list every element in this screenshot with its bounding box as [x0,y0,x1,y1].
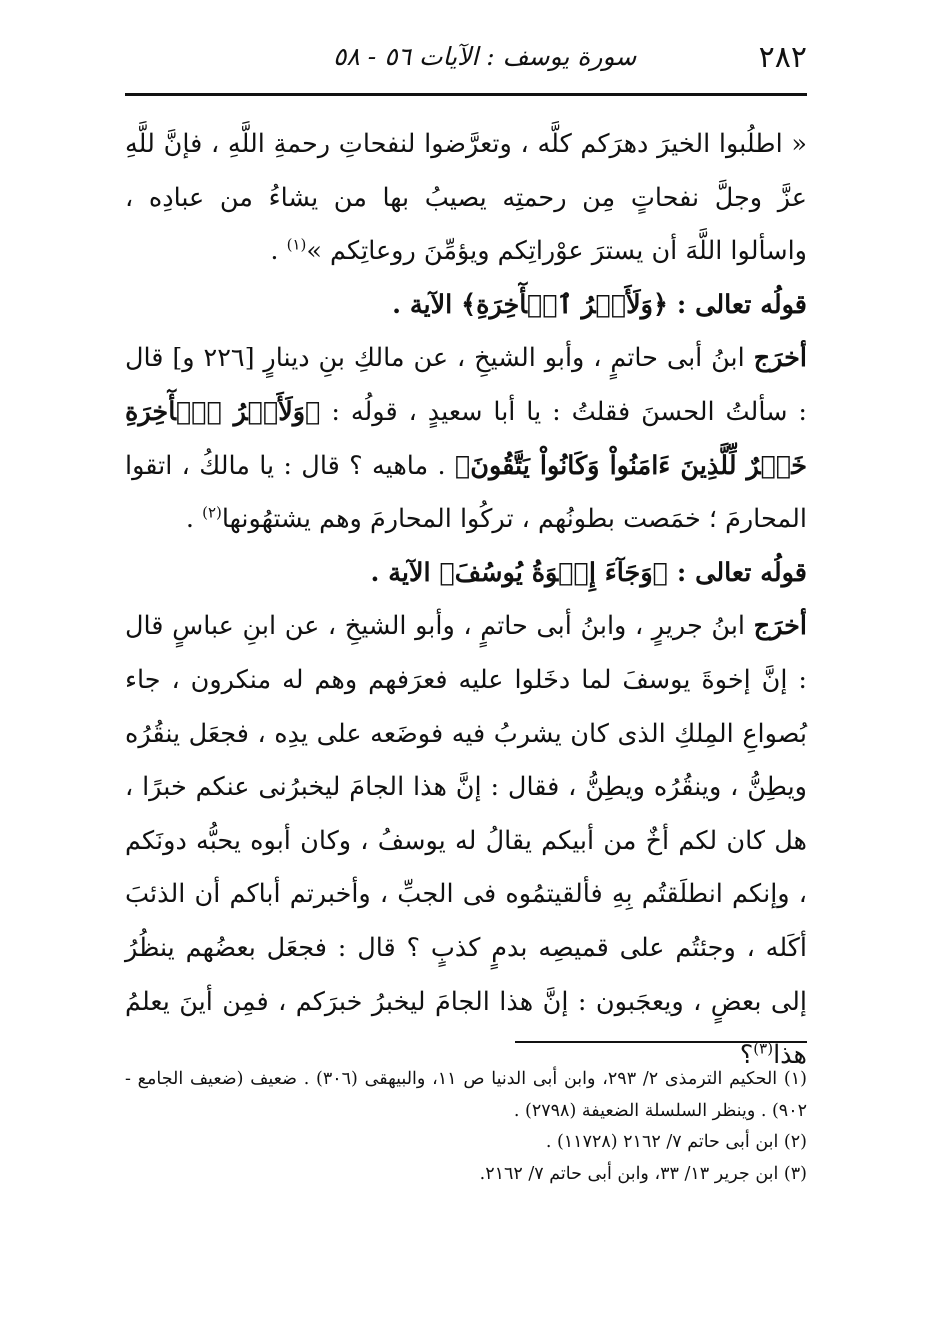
narration-lead: أخرَج [753,343,807,374]
narration-end: . [185,504,203,535]
paragraph-hadith [125,118,807,279]
footnote-3: (٣) ابن جرير ١٣/ ٣٣، وابن أبى حاتم ٧/ ٢١٦٢. [479,1163,807,1184]
hadith-end: . [270,236,287,267]
footnotes [125,1064,807,1190]
page-number: ٢٨٢ [758,40,807,75]
heading-verse: ﴿وَلَأَجۡرُ ٱلۡأٓخِرَةِ﴾ [461,289,668,320]
heading-lead: قولُه تعالى : [667,289,807,320]
footnote-ref-2: (٢) [202,503,222,522]
narration-text-a: ابنُ أبى حاتمٍ ، وأبو الشيخِ ، عن مالكِ بنِ دينارٍ [٢٢٦ و] قال : سألتُ الحسنَ فقلتُ : يا أبا سعيدٍ ، قولُه : [125,343,807,427]
footnote-1: (١) الحكيم الترمذى ٢/ ٢٩٣، وابن أبى الدنيا ص ١١، والبيهقى (٣٠٦) . ضعيف (ضعيف الجامع - ٩٠٢) . وينظر السلسلة الضعيفة (٢٧٩٨) . [125,1069,807,1121]
heading-tail: الآية . [392,289,462,320]
footnote-ref-1: (١) [286,235,307,254]
narration-end: ؟ [739,1040,754,1071]
section-heading-1 [125,279,807,333]
paragraph-narration-2 [125,600,807,1082]
page-header [125,38,807,90]
footnote-ref-3: (٣) [753,1039,774,1058]
footnote-rule [515,1041,807,1043]
quoted-verse: ﴿وَلَأَجۡرُ ٱلۡأٓخِرَةِ خَيۡرٌ لِّلَّذِينَ ءَامَنُواْ وَكَانُواْ يَتَّقُونَ﴾ [125,396,807,481]
heading-lead: قولُه تعالى : [667,557,807,588]
footnote-2: (٢) ابن أبى حاتم ٧/ ٢١٦٢ (١١٧٢٨) . [545,1132,807,1152]
header-rule [125,93,807,96]
main-text [125,118,807,1083]
narration-lead: أخرَج [753,611,807,642]
heading-tail: الآية . [370,557,440,588]
narration-text-b: . ماهيه ؟ قال : يا مالكُ ، اتقوا المحارمَ ؛ خمَصت بطونُهم ، تركُوا المحارمَ وهم يشتهُونها [125,450,807,535]
hadith-text: « اطلُبوا الخيرَ دهرَكم كلَّه ، وتعرَّضوا لنفحاتِ رحمةِ اللَّهِ ، فإنَّ للَّهِ عزَّ وجلَّ نفحاتٍ مِن رحمتِه يصيبُ بها من يشاءُ من عبادِه ، واسألوا اللَّهَ أن يسترَ عوْراتِكم ويؤمِّنَ روعاتِكم » [125,129,807,267]
paragraph-narration-1 [125,332,807,546]
heading-verse: ﴿وَجَآءَ إِخۡوَةُ يُوسُفَ﴾ [439,557,668,588]
running-title: سورة يوسف : الآيات ٥٦ - ٥٨ [333,42,637,71]
section-heading-2 [125,547,807,601]
narration-text: ابنُ جريرٍ ، وابنُ أبى حاتمٍ ، وأبو الشيخِ ، عن ابنِ عباسٍ قال : إنَّ إخوةَ يوسفَ لما دخَلوا عليه فعرَفهم وهم له منكرون ، جاء بُصواعِ المِلكِ الذى كان يشربُ فيه فوضَعه على يدِه ، فجعَل ينقُرُه ويطِنُّ ، وينقُرُه ويطِنُّ ، فقال : إنَّ هذا الجامَ ليخبرُنى عنكم خبرًا ، هل كان لكم أخٌ من أبيكم يقالُ له يوسفُ ، وكان أبوه يحبُّه دونَكم ، وإنكم انطلَقتُم بِهِ فألقيتمُوه فى الجبِّ ، وأخبرتم أباكم أن الذئبَ أكَله ، وجئتُم على قميصِه بدمٍ كذبٍ ؟ قال : فجعَل بعضُهم ينظُرُ إلى بعضٍ ، ويعجَبون : إنَّ هذا الجامَ ليخبرُ خبرَكم ، فمِن أينَ يعلمُ هذا [125,611,807,1071]
